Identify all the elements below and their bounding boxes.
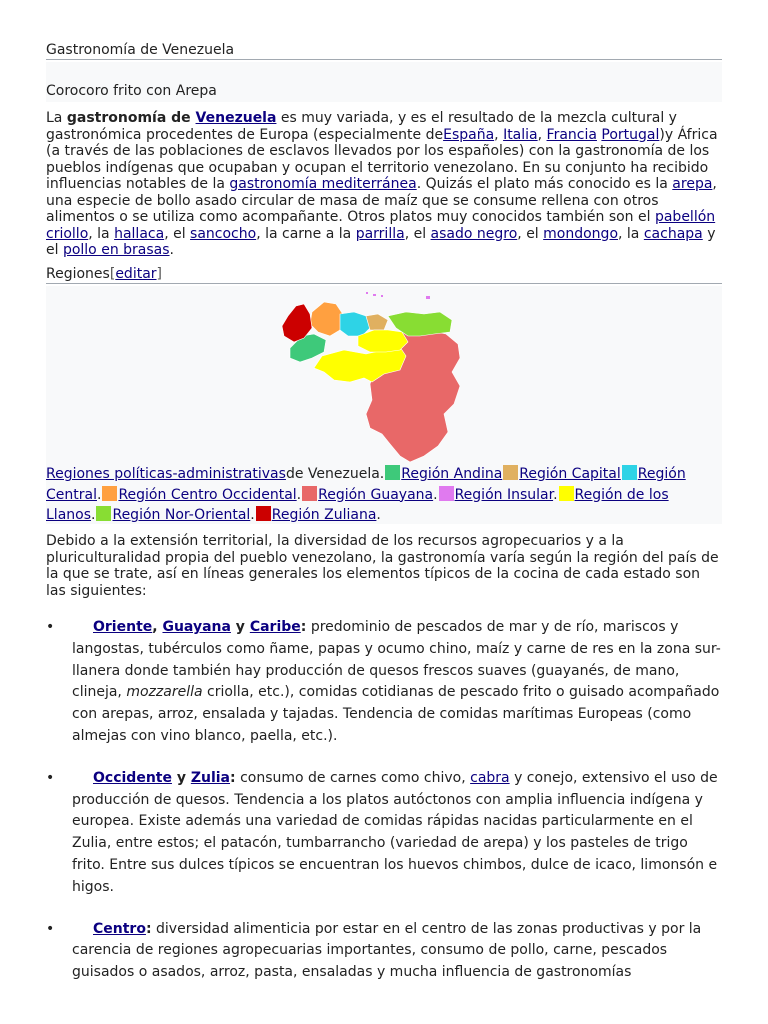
- map-region-centro-occidental: [310, 302, 344, 336]
- list-item-centro: • Centro: diversidad alimenticia por estar en el centro de las zonas productivas y por la carencia de regiones agropecuarias importantes, consumo de pollo, carne, pescados guisados o asados, arroz, pasta, ensaladas y mucha influencia de gastronomías: [46, 920, 702, 981]
- map-legend: Regiones políticas-administrativasde Venezuela. Región Andina Región Capital Región Central. Región Centro Occidental. Región Guayana. Región Insular. Región de los Llanos. Región Nor-Oriental. Región Zuliana.: [46, 466, 686, 523]
- image-caption: Corocoro frito con Arepa: [46, 83, 217, 99]
- link-oriente[interactable]: Oriente: [93, 619, 153, 635]
- link-regiones-politicas[interactable]: Regiones políticas-administrativas: [46, 466, 286, 482]
- link-region-centro-occidental[interactable]: Región Centro Occidental: [118, 486, 297, 503]
- swatch-llanos: [559, 486, 574, 501]
- title-divider: [46, 59, 722, 60]
- link-pollo-en-brasas[interactable]: pollo en brasas: [62, 242, 170, 258]
- link-region-nor-oriental[interactable]: Región Nor-Oriental: [112, 507, 251, 523]
- link-region-insular[interactable]: Región Insular: [454, 486, 554, 503]
- link-centro[interactable]: Centro: [93, 920, 146, 937]
- link-gastronomia-mediterranea[interactable]: gastronomía mediterránea: [229, 176, 417, 192]
- map-region-insular-1: [373, 294, 376, 296]
- link-cabra[interactable]: cabra: [470, 769, 510, 786]
- bullet: •: [46, 920, 55, 937]
- link-pabellon-criollo[interactable]: pabellón criollo: [46, 209, 716, 242]
- link-guayana[interactable]: Guayana: [162, 619, 231, 635]
- map-region-capital: [366, 314, 388, 330]
- section-heading-regiones: Regiones[editar]: [46, 266, 162, 282]
- link-region-andina[interactable]: Región Andina: [401, 466, 503, 482]
- article-title: Gastronomía de Venezuela: [46, 42, 235, 58]
- swatch-nor-oriental: [96, 506, 111, 521]
- link-portugal[interactable]: Portugal: [601, 126, 660, 143]
- link-region-guayana[interactable]: Región Guayana: [318, 486, 434, 503]
- swatch-capital: [503, 465, 518, 480]
- map-region-insular-4: [426, 296, 430, 299]
- regions-paragraph: Debido a la extensión territorial, la diversidad de los recursos agropecuarios y a la pluriculturalidad propia del pueblo venezolano, la gastronomía varía según la región del país de la que se trate, así en líneas generales los elementos típicos de la cocina de cada estado son las siguientes:: [46, 533, 719, 599]
- link-parrilla[interactable]: parrilla: [355, 225, 405, 242]
- swatch-andina: [385, 465, 400, 480]
- map-region-insular-3: [366, 292, 368, 294]
- link-arepa[interactable]: arepa: [672, 176, 713, 192]
- regions-list: [46, 617, 722, 1004]
- list-item-oriente: • Oriente, Guayana y Caribe: predominio de pescados de mar y de río, mariscos y langostas, tubérculos como ñame, papas y ocumo chino, maíz y carne de res en la zona sur-llanera donde también hay producción de quesos frescos suaves (guayanés, de mano, clineja, mozzarella criolla, etc.), comidas cotidianas de pescado frito o guisado acompañado con arepas, arroz, ensalada y tajadas. Tendencia de comidas marítimas Europeas (como almejas con vino blanco, paella, etc.).: [46, 619, 721, 744]
- swatch-central: [622, 465, 637, 480]
- link-venezuela[interactable]: Venezuela: [195, 110, 277, 126]
- bold-term: gastronomía de: [66, 110, 196, 126]
- image-caption-box: [46, 62, 722, 102]
- regions-figure: [46, 286, 722, 524]
- venezuela-regions-map[interactable]: [274, 286, 474, 464]
- swatch-centro-occidental: [102, 486, 117, 501]
- section-divider: [46, 283, 722, 284]
- edit-section-link[interactable]: editar: [115, 266, 157, 282]
- link-region-capital[interactable]: Región Capital: [519, 466, 621, 482]
- swatch-insular: [439, 486, 454, 501]
- link-mondongo[interactable]: mondongo: [543, 225, 619, 242]
- link-italia[interactable]: Italia: [503, 126, 538, 143]
- swatch-guayana: [302, 486, 317, 501]
- map-region-insular-2: [381, 295, 383, 297]
- link-francia[interactable]: Francia: [546, 126, 597, 143]
- link-sancocho[interactable]: sancocho: [190, 225, 257, 242]
- link-hallaca[interactable]: hallaca: [114, 225, 165, 242]
- bullet: •: [46, 619, 55, 635]
- link-asado-negro[interactable]: asado negro: [430, 225, 518, 242]
- list-item-occidente: • Occidente y Zulia: consumo de carnes como chivo, cabra y conejo, extensivo el uso de producción de quesos. Tendencia a los platos autóctonos con amplia influencia indígena y europea. Existe además una variedad de comidas rápidas nacidas particularmente en el Zulia, entre estos; el patacón, tumbarrancho (variedad de arepa) y los pasteles de trigo frito. Entre sus dulces típicos se encuentran los huevos chimbos, dulce de icaco, limonsón e higos.: [46, 769, 718, 895]
- link-occidente[interactable]: Occidente: [93, 769, 172, 786]
- link-cachapa[interactable]: cachapa: [643, 225, 703, 242]
- link-region-central[interactable]: Región Central: [46, 466, 686, 503]
- bullet: •: [46, 769, 55, 786]
- link-region-llanos[interactable]: Región de los Llanos: [46, 486, 669, 523]
- map-region-central: [340, 312, 370, 336]
- swatch-zuliana: [256, 506, 271, 521]
- link-caribe[interactable]: Caribe: [249, 619, 301, 635]
- link-espana[interactable]: España: [443, 126, 495, 143]
- link-zulia[interactable]: Zulia: [190, 769, 231, 786]
- link-region-zuliana[interactable]: Región Zuliana: [271, 507, 377, 523]
- intro-paragraph: La gastronomía de Venezuela es muy variada, y es el resultado de la mezcla cultural y gastronómica procedentes de Europa (especialmente deEspaña, Italia, Francia Portugal)y África (a través de las poblaciones de esclavos llevados por los españoles) con la gastronomía de los pueblos indígenas que ocupaban y ocupan el territorio venezolano. En su conjunto ha recibido influencias notables de la gastronomía mediterránea. Quizás el plato más conocido es la arepa, una especie de bollo asado circular de masa de maíz que se consume rellena con otros alimentos o se utiliza como acompañante. Otros platos muy conocidos también son el pabellón criollo, la hallaca, el sancocho, la carne a la parrilla, el asado negro, el mondongo, la cachapa y el pollo en brasas.: [46, 110, 718, 258]
- map-region-llanos-north: [358, 330, 408, 352]
